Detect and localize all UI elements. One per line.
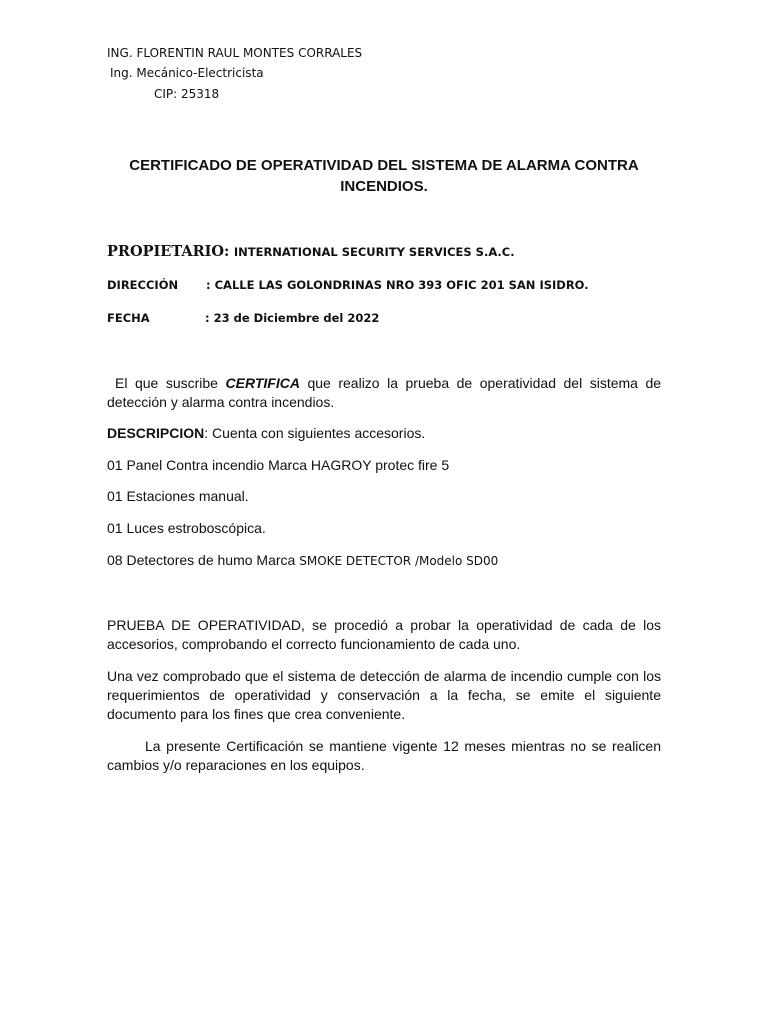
engineer-name: ING. FLORENTIN RAUL MONTES CORRALES <box>107 46 363 60</box>
owner-value: INTERNATIONAL SECURITY SERVICES S.A.C. <box>233 245 515 259</box>
intro-pre: El que suscribe <box>115 375 218 391</box>
intro-post: que realizo la prueba de operatividad del sistema de detección y alarma contra incendios. <box>107 375 662 410</box>
address-label: DIRECCIÓN <box>107 278 179 292</box>
list-item-suffix: SMOKE DETECTOR /Modelo SD00 <box>299 554 499 568</box>
engineer-profession: Ing. Mecánico-Electricista <box>110 66 264 80</box>
list-item <box>107 552 498 568</box>
description-text: : Cuenta con siguientes accesorios. <box>204 425 426 441</box>
owner-row <box>107 243 515 261</box>
date-value: : 23 de Diciembre del 2022 <box>205 311 380 325</box>
document-title-line1: CERTIFICADO DE OPERATIVIDAD DEL SISTEMA DE ALARMA CONTRA <box>129 157 639 174</box>
list-item-prefix: 08 Detectores de humo Marca <box>107 552 296 568</box>
address-value: : CALLE LAS GOLONDRINAS NRO 393 OFIC 201 SAN ISIDRO. <box>206 278 589 292</box>
description-row <box>107 425 425 441</box>
intro-paragraph <box>107 374 661 412</box>
list-item: 01 Panel Contra incendio Marca HAGROY protec fire 5 <box>107 457 450 473</box>
document-title <box>100 155 668 197</box>
intro-keyword: CERTIFICA <box>225 375 300 391</box>
owner-label: PROPIETARIO: <box>107 243 230 260</box>
description-label: DESCRIPCION <box>107 425 205 441</box>
validity-paragraph: La presente Certificación se mantiene vigente 12 meses mientras no se realicen cambios y/o reparaciones en los equipos. <box>107 738 661 773</box>
test-paragraph: PRUEBA DE OPERATIVIDAD, se procedió a probar la operatividad de cada de los accesorios, comprobando el correcto funcionamiento de cada uno. <box>107 617 661 652</box>
engineer-cip: CIP: 25318 <box>154 87 220 101</box>
document-title-line2: INCENDIOS. <box>340 178 428 195</box>
verification-paragraph: Una vez comprobado que el sistema de detección de alarma de incendio cumple con los requerimientos de operatividad y conservación a la fecha, se emite el siguiente documento para los fines que crea conveniente. <box>107 668 661 722</box>
list-item: 01 Estaciones manual. <box>107 488 249 504</box>
list-item: 01 Luces estroboscópica. <box>107 520 266 536</box>
date-label: FECHA <box>107 311 150 325</box>
